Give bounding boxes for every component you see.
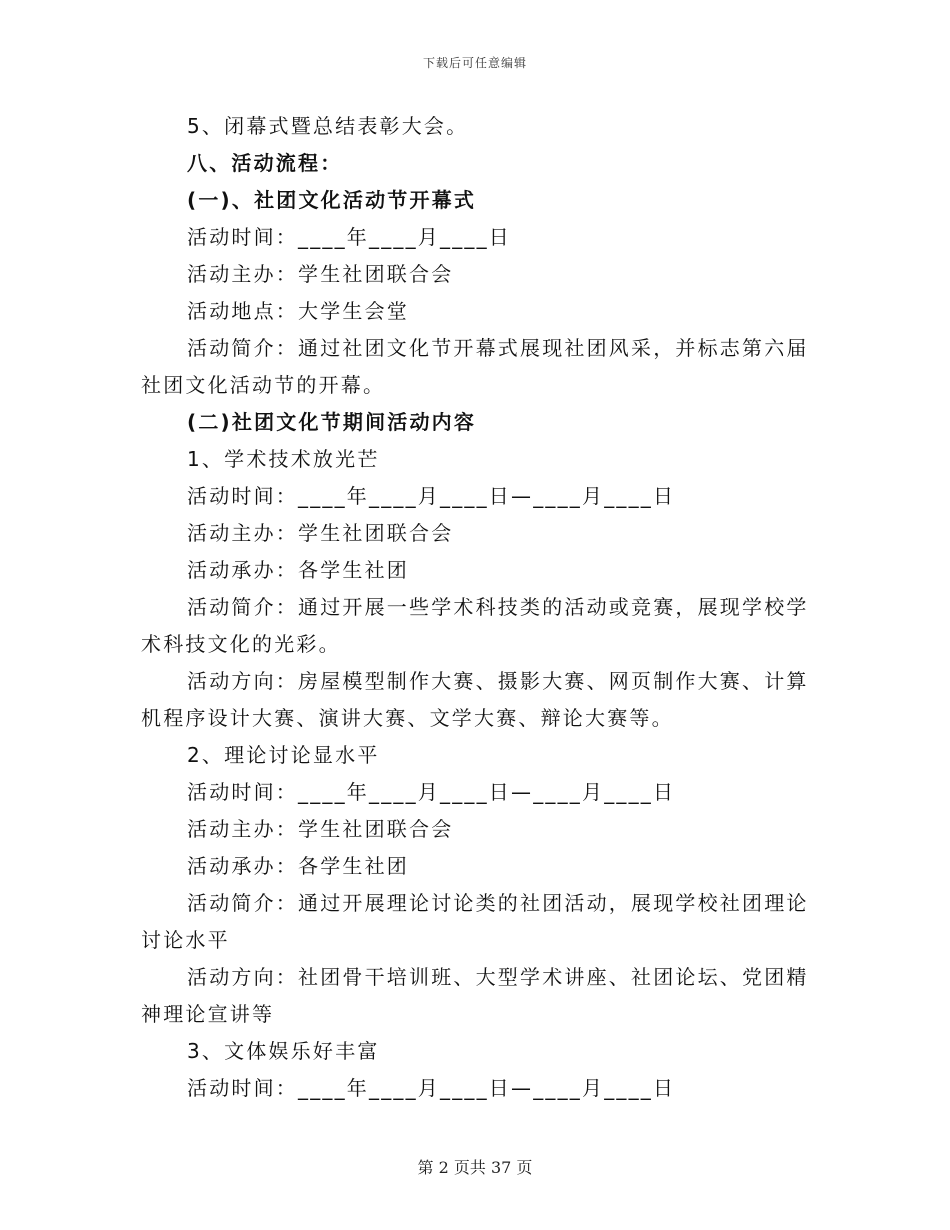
activity-intro: 活动简介：通过开展理论讨论类的社团活动，展现学校社团理论	[187, 891, 809, 915]
activity-intro-continued: 术科技文化的光彩。	[141, 632, 341, 656]
subsection-heading-festival-activities: (二)社团文化节期间活动内容	[187, 410, 477, 434]
activity-host: 活动主办：学生社团联合会	[187, 817, 454, 841]
subsection-heading-opening-ceremony: (一)、社团文化活动节开幕式	[187, 188, 477, 212]
document-body	[141, 108, 809, 1107]
page-header: 下载后可任意编辑	[422, 56, 527, 70]
page-footer: 第 2 页共 37 页	[417, 1158, 533, 1177]
activity-direction-continued: 机程序设计大赛、演讲大赛、文学大赛、辩论大赛等。	[141, 706, 674, 730]
activity-organizer: 活动承办：各学生社团	[187, 558, 409, 582]
item-heading-sports-entertainment: 3、文体娱乐好丰富	[187, 1039, 380, 1063]
activity-direction: 活动方向：社团骨干培训班、大型学术讲座、社团论坛、党团精	[187, 965, 809, 989]
activity-intro-continued: 社团文化活动节的开幕。	[141, 373, 386, 397]
activity-location: 活动地点：大学生会堂	[187, 299, 409, 323]
activity-intro: 活动简介：通过社团文化节开幕式展现社团风采，并标志第六届	[187, 336, 809, 360]
activity-host: 活动主办：学生社团联合会	[187, 262, 454, 286]
activity-host: 活动主办：学生社团联合会	[187, 521, 454, 545]
activity-time: 活动时间：____年____月____日	[187, 225, 511, 249]
activity-direction-continued: 神理论宣讲等	[141, 1002, 275, 1026]
activity-time: 活动时间：____年____月____日—____月____日	[187, 1076, 676, 1100]
section-heading-activity-process: 八、活动流程：	[187, 151, 343, 175]
activity-organizer: 活动承办：各学生社团	[187, 854, 409, 878]
activity-time: 活动时间：____年____月____日—____月____日	[187, 484, 676, 508]
item-heading-theory-discussion: 2、理论讨论显水平	[187, 743, 380, 767]
item-heading-academic-tech: 1、学术技术放光芒	[187, 447, 380, 471]
activity-intro: 活动简介：通过开展一些学术科技类的活动或竞赛，展现学校学	[187, 595, 809, 619]
activity-direction: 活动方向：房屋模型制作大赛、摄影大赛、网页制作大赛、计算	[187, 669, 809, 693]
activity-time: 活动时间：____年____月____日—____月____日	[187, 780, 676, 804]
activity-intro-continued: 讨论水平	[141, 928, 230, 952]
list-item-closing-ceremony: 5、闭幕式暨总结表彰大会。	[187, 114, 469, 138]
